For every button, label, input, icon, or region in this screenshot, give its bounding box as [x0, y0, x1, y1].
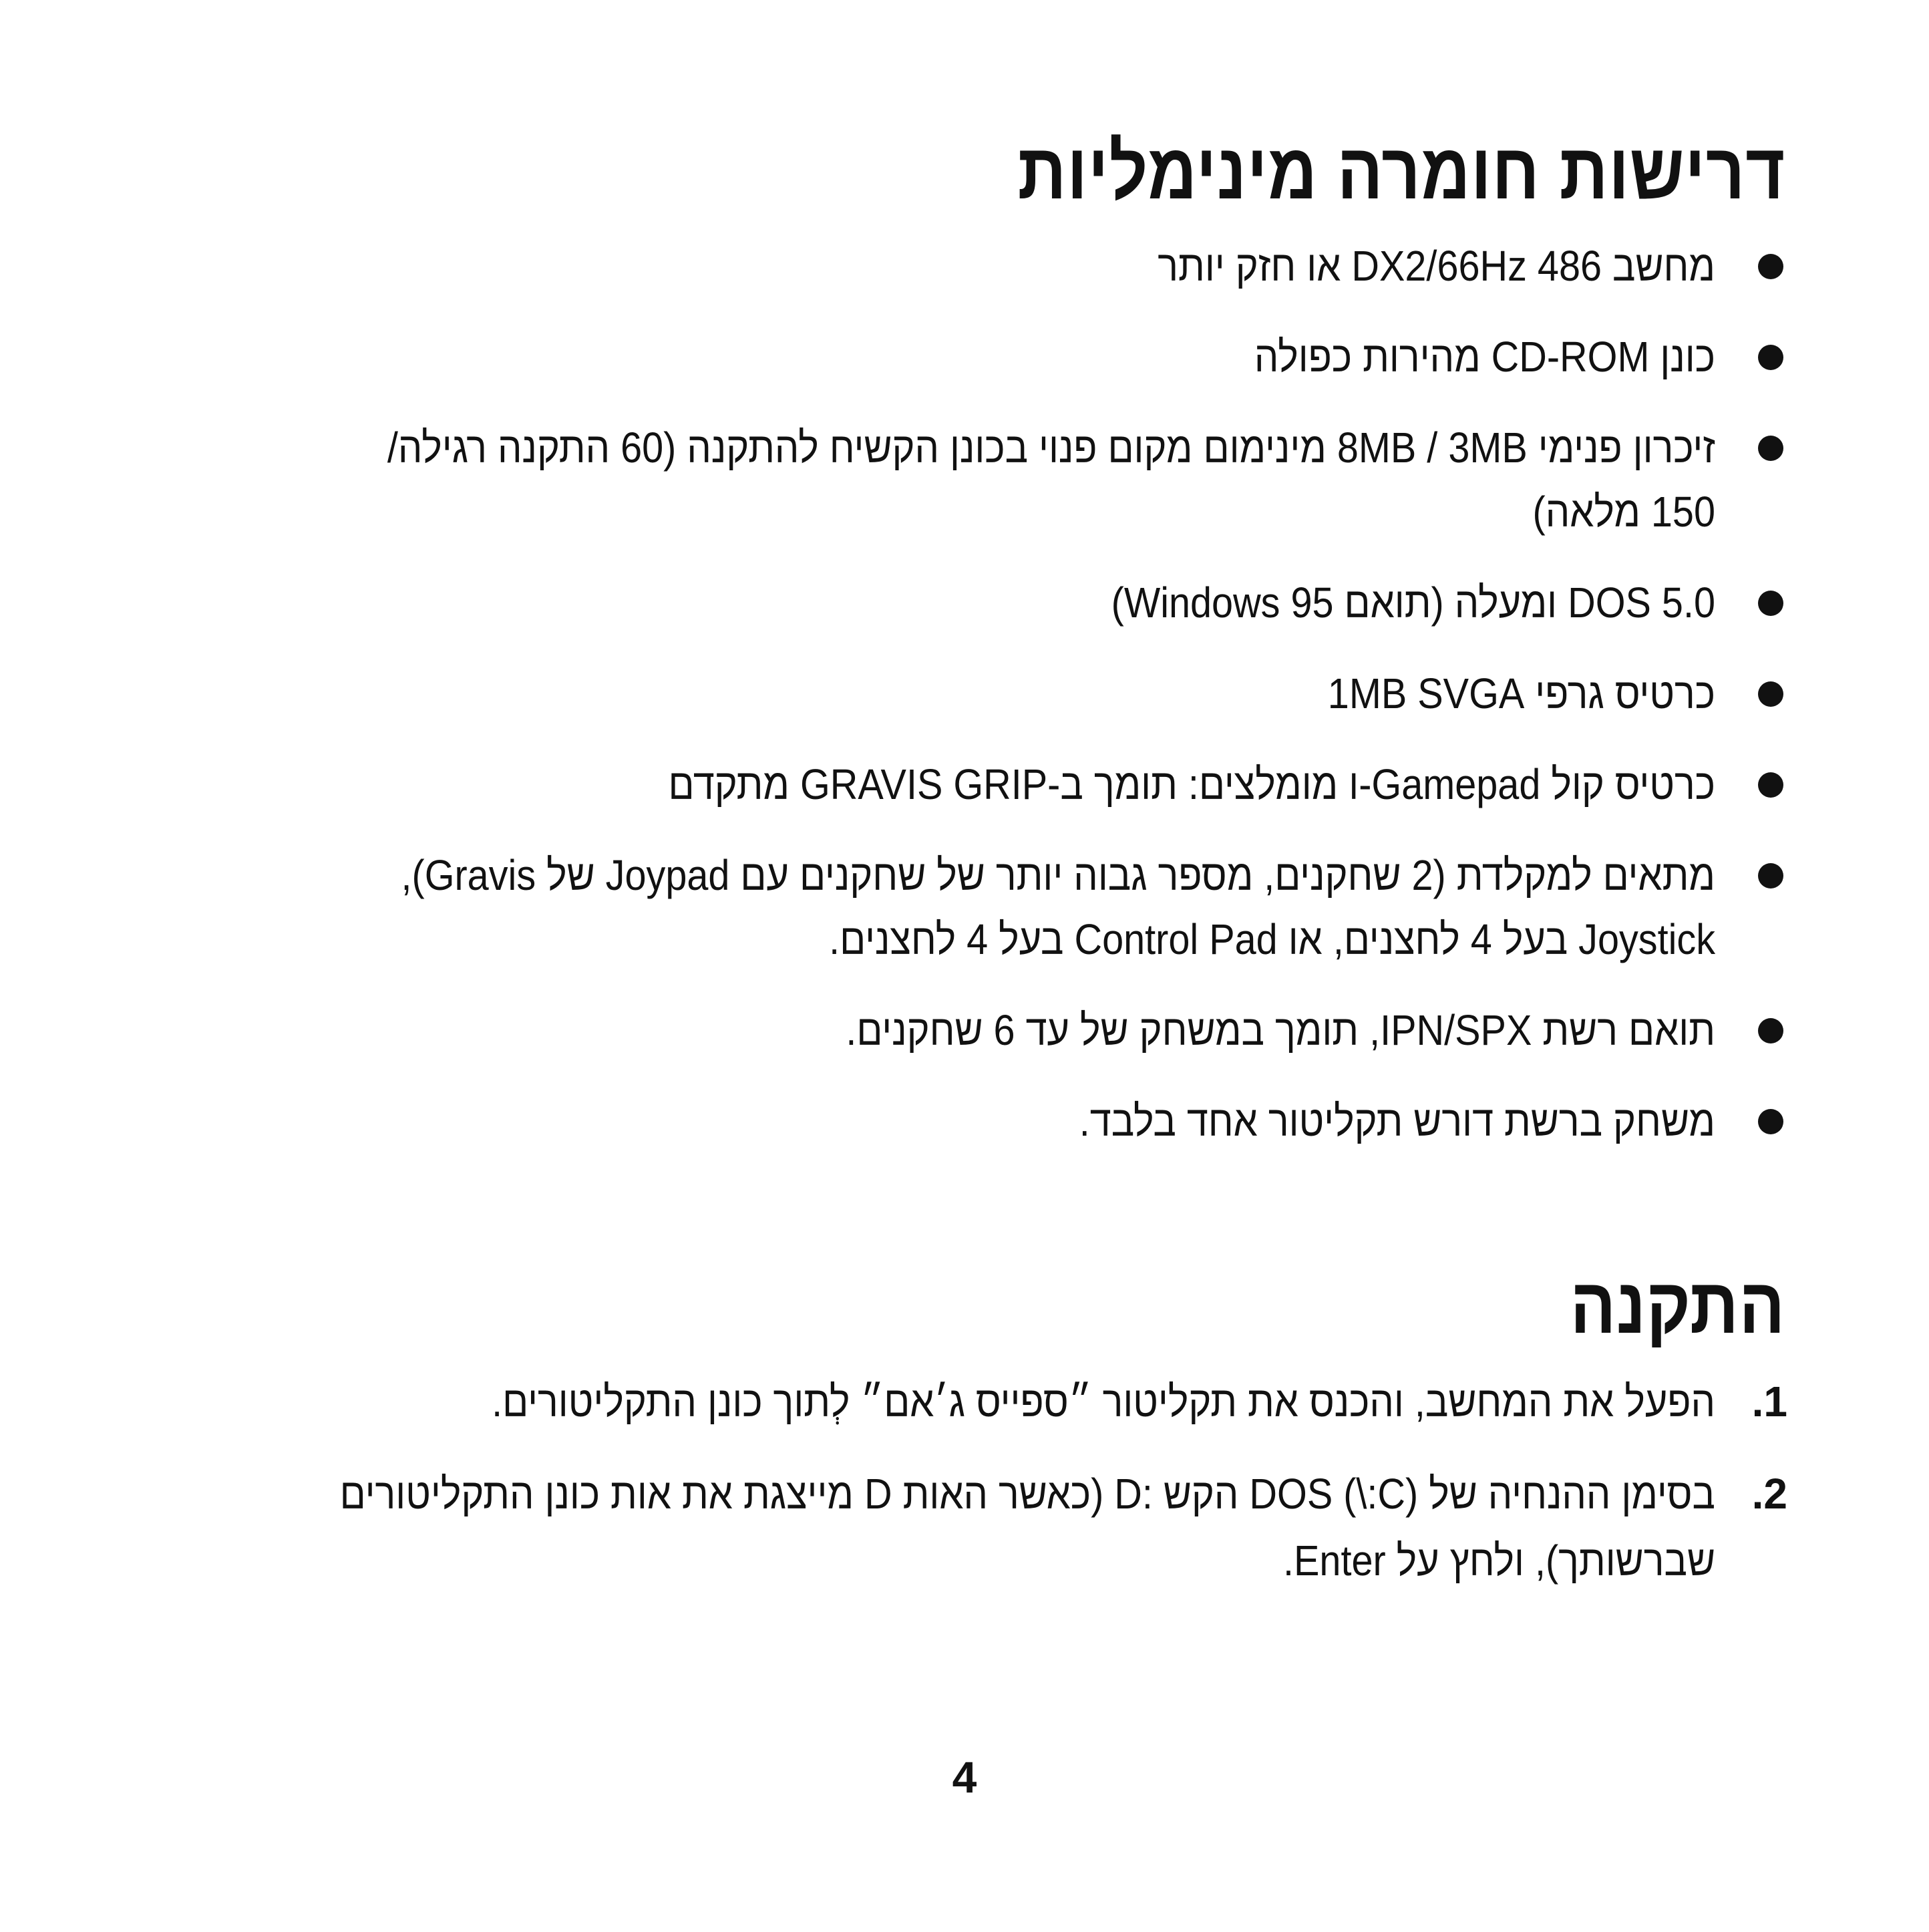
- requirement-item: [174, 234, 1790, 298]
- requirement-item: [174, 998, 1790, 1062]
- requirement-text: כרטיס גרפי 1MB SVGA: [1327, 669, 1715, 717]
- requirement-text: משחק ברשת דורש תקליטור אחד בלבד.: [1079, 1097, 1715, 1145]
- requirement-item: [174, 843, 1790, 971]
- installation-section: [174, 1256, 1790, 1619]
- installation-steps: [174, 1368, 1790, 1594]
- step-number: 1.: [1751, 1378, 1787, 1426]
- requirement-item: [174, 571, 1790, 635]
- requirement-item: [174, 661, 1790, 726]
- requirement-item: [174, 325, 1790, 389]
- installation-heading: התקנה: [1570, 1262, 1786, 1350]
- requirements-list: [174, 234, 1790, 1153]
- bullet-icon: [1758, 591, 1783, 616]
- installation-step: [174, 1368, 1790, 1435]
- requirements-heading: דרישות חומרה מינימליות: [1017, 128, 1786, 216]
- step-number: 2.: [1751, 1470, 1787, 1518]
- requirement-text: מחשב 486 DX2/66Hz או חזק יותר: [1158, 242, 1715, 290]
- bullet-icon: [1758, 254, 1783, 279]
- bullet-icon: [1758, 345, 1783, 370]
- step-text: הפעל את המחשב, והכנס את תקליטור ״ספייס ג׳אם״ לְתוך כונן התקליטורים.: [492, 1378, 1715, 1426]
- requirement-item: [174, 752, 1790, 816]
- installation-step: [174, 1460, 1790, 1594]
- bullet-icon: [1758, 681, 1783, 707]
- page-number: 4: [952, 1752, 977, 1802]
- bullet-icon: [1758, 772, 1783, 798]
- requirement-text: זיכרון פנימי 8MB / 3MB מינימום מקום פנוי בכונן הקשיח להתקנה (60 התקנה רגילה/ 150 מלאה): [387, 424, 1715, 536]
- requirement-text: כרטיס קול Gamepad-ו מומלצים: תומך ב-GRAVIS GRIP מתקדם: [668, 760, 1715, 808]
- requirement-text: כונן CD-ROM מהירות כפולה: [1254, 333, 1715, 381]
- requirement-item: [174, 416, 1790, 544]
- requirement-text: DOS 5.0 ומעלה (תואם Windows 95): [1111, 579, 1715, 627]
- bullet-icon: [1758, 863, 1783, 889]
- step-text: בסימן ההנחיה של DOS (\:C) הקש :D (כאשר האות D מייצגת את אות כונן התקליטורים שברשותך), ולחץ על Enter.: [339, 1470, 1715, 1585]
- requirements-section: [174, 122, 1790, 1180]
- bullet-icon: [1758, 436, 1783, 461]
- bullet-icon: [1758, 1018, 1783, 1043]
- requirement-item: [174, 1089, 1790, 1153]
- requirement-text: מתאים למקלדת (2 שחקנים, מספר גבוה יותר של שחקנים עם Joypad של Gravis), Joystick בעל 4 לחצנים, או Control Pad בעל 4 לחצנים.: [401, 851, 1715, 963]
- bullet-icon: [1758, 1109, 1783, 1134]
- requirement-text: תואם רשת IPN/SPX, תומך במשחק של עד 6 שחקנים.: [846, 1006, 1715, 1054]
